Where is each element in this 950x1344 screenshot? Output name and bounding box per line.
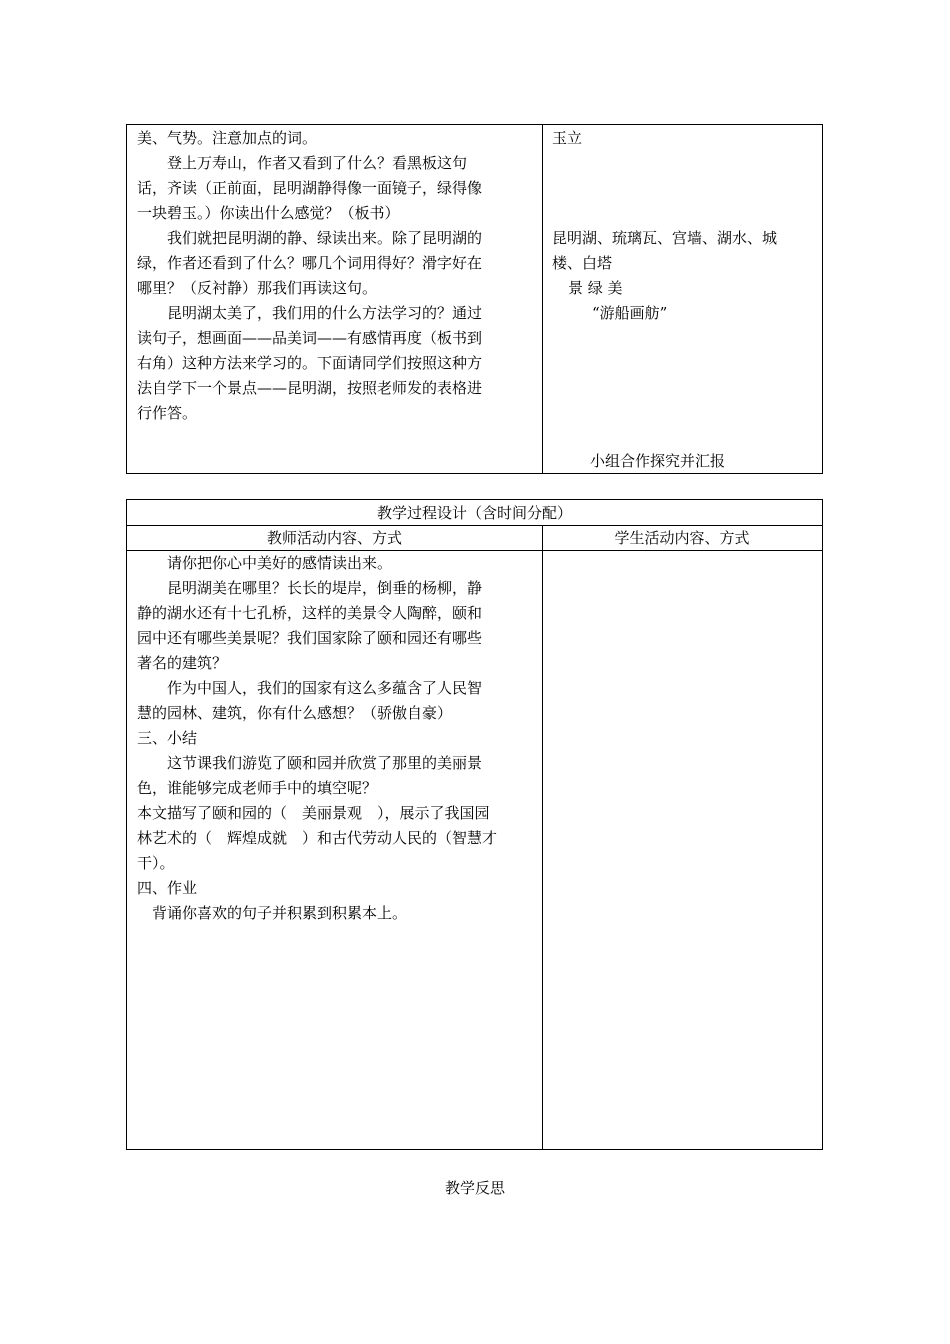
text-line: 法自学下一个景点——昆明湖，按照老师发的表格进 (137, 379, 483, 397)
text-line: 林艺术的（ 辉煌成就 ）和古代劳动人民的（智慧才 (137, 829, 498, 847)
text-line: 色，谁能够完成老师手中的填空呢？ (137, 779, 378, 797)
text-line: 本文描写了颐和园的（ 美丽景观 ），展示了我国园 (137, 804, 490, 822)
text-line: 园中还有哪些美景呢？我们国家除了颐和园还有哪些 (137, 629, 483, 647)
text-line: 昆明湖美在哪里？长长的堤岸，倒垂的杨柳，静 (137, 579, 483, 597)
text-line: 读句子，想画面——品美词——有感情再度（板书到 (137, 329, 483, 347)
teaching-reflection-heading: 教学反思 (444, 1179, 505, 1197)
text-line: 请你把你心中美好的感情读出来。 (137, 554, 393, 572)
section-heading: 三、小结 (137, 729, 198, 747)
board-note: 昆明湖、琉璃瓦、宫墙、湖水、城 (552, 229, 778, 247)
board-note: 楼、白塔 (552, 254, 613, 272)
text-line: 行作答。 (137, 404, 198, 422)
text-line: 绿，作者还看到了什么？哪几个词用得好？滑字好在 (137, 254, 483, 272)
board-quote: “游船画舫” (592, 304, 668, 322)
student-column-header: 学生活动内容、方式 (614, 529, 750, 547)
board-keywords: 景 绿 美 (568, 279, 623, 297)
text-line: 美、气势。注意加点的词。 (137, 129, 318, 147)
text-line: 著名的建筑？ (137, 654, 228, 672)
teacher-column-header: 教师活动内容、方式 (266, 529, 402, 547)
lesson-table-continued (126, 124, 823, 474)
table-title: 教学过程设计（含时间分配） (376, 504, 572, 522)
text-line: 哪里？（反衬静）那我们再读这句。 (137, 279, 378, 297)
text-line: 登上万寿山，作者又看到了什么？看黑板这句 (137, 154, 468, 172)
text-line: 我们就把昆明湖的静、绿读出来。除了昆明湖的 (137, 229, 483, 247)
text-line: 背诵你喜欢的句子并积累到积累本上。 (137, 904, 408, 922)
text-line: 作为中国人，我们的国家有这么多蕴含了人民智 (137, 679, 483, 697)
teaching-process-table (126, 499, 823, 1150)
text-line: 昆明湖太美了，我们用的什么方法学习的？通过 (137, 304, 483, 322)
text-line: 右角）这种方法来学习的。下面请同学们按照这种方 (137, 354, 483, 372)
student-activity-cell (543, 551, 822, 1149)
section-heading: 四、作业 (137, 879, 198, 897)
board-note: 玉立 (552, 129, 583, 147)
text-line: 这节课我们游览了颐和园并欣赏了那里的美丽景 (137, 754, 483, 772)
group-activity-note: 小组合作探究并汇报 (590, 452, 726, 470)
text-line: 慧的园林、建筑，你有什么感想？（骄傲自豪） (137, 704, 453, 722)
text-line: 一块碧玉。）你读出什么感觉？（板书） (137, 204, 400, 222)
column-divider (542, 125, 543, 473)
text-line: 干）。 (137, 854, 175, 872)
text-line: 静的湖水还有十七孔桥，这样的美景令人陶醉，颐和 (137, 604, 483, 622)
text-line: 话，齐读（正前面，昆明湖静得像一面镜子，绿得像 (137, 179, 483, 197)
